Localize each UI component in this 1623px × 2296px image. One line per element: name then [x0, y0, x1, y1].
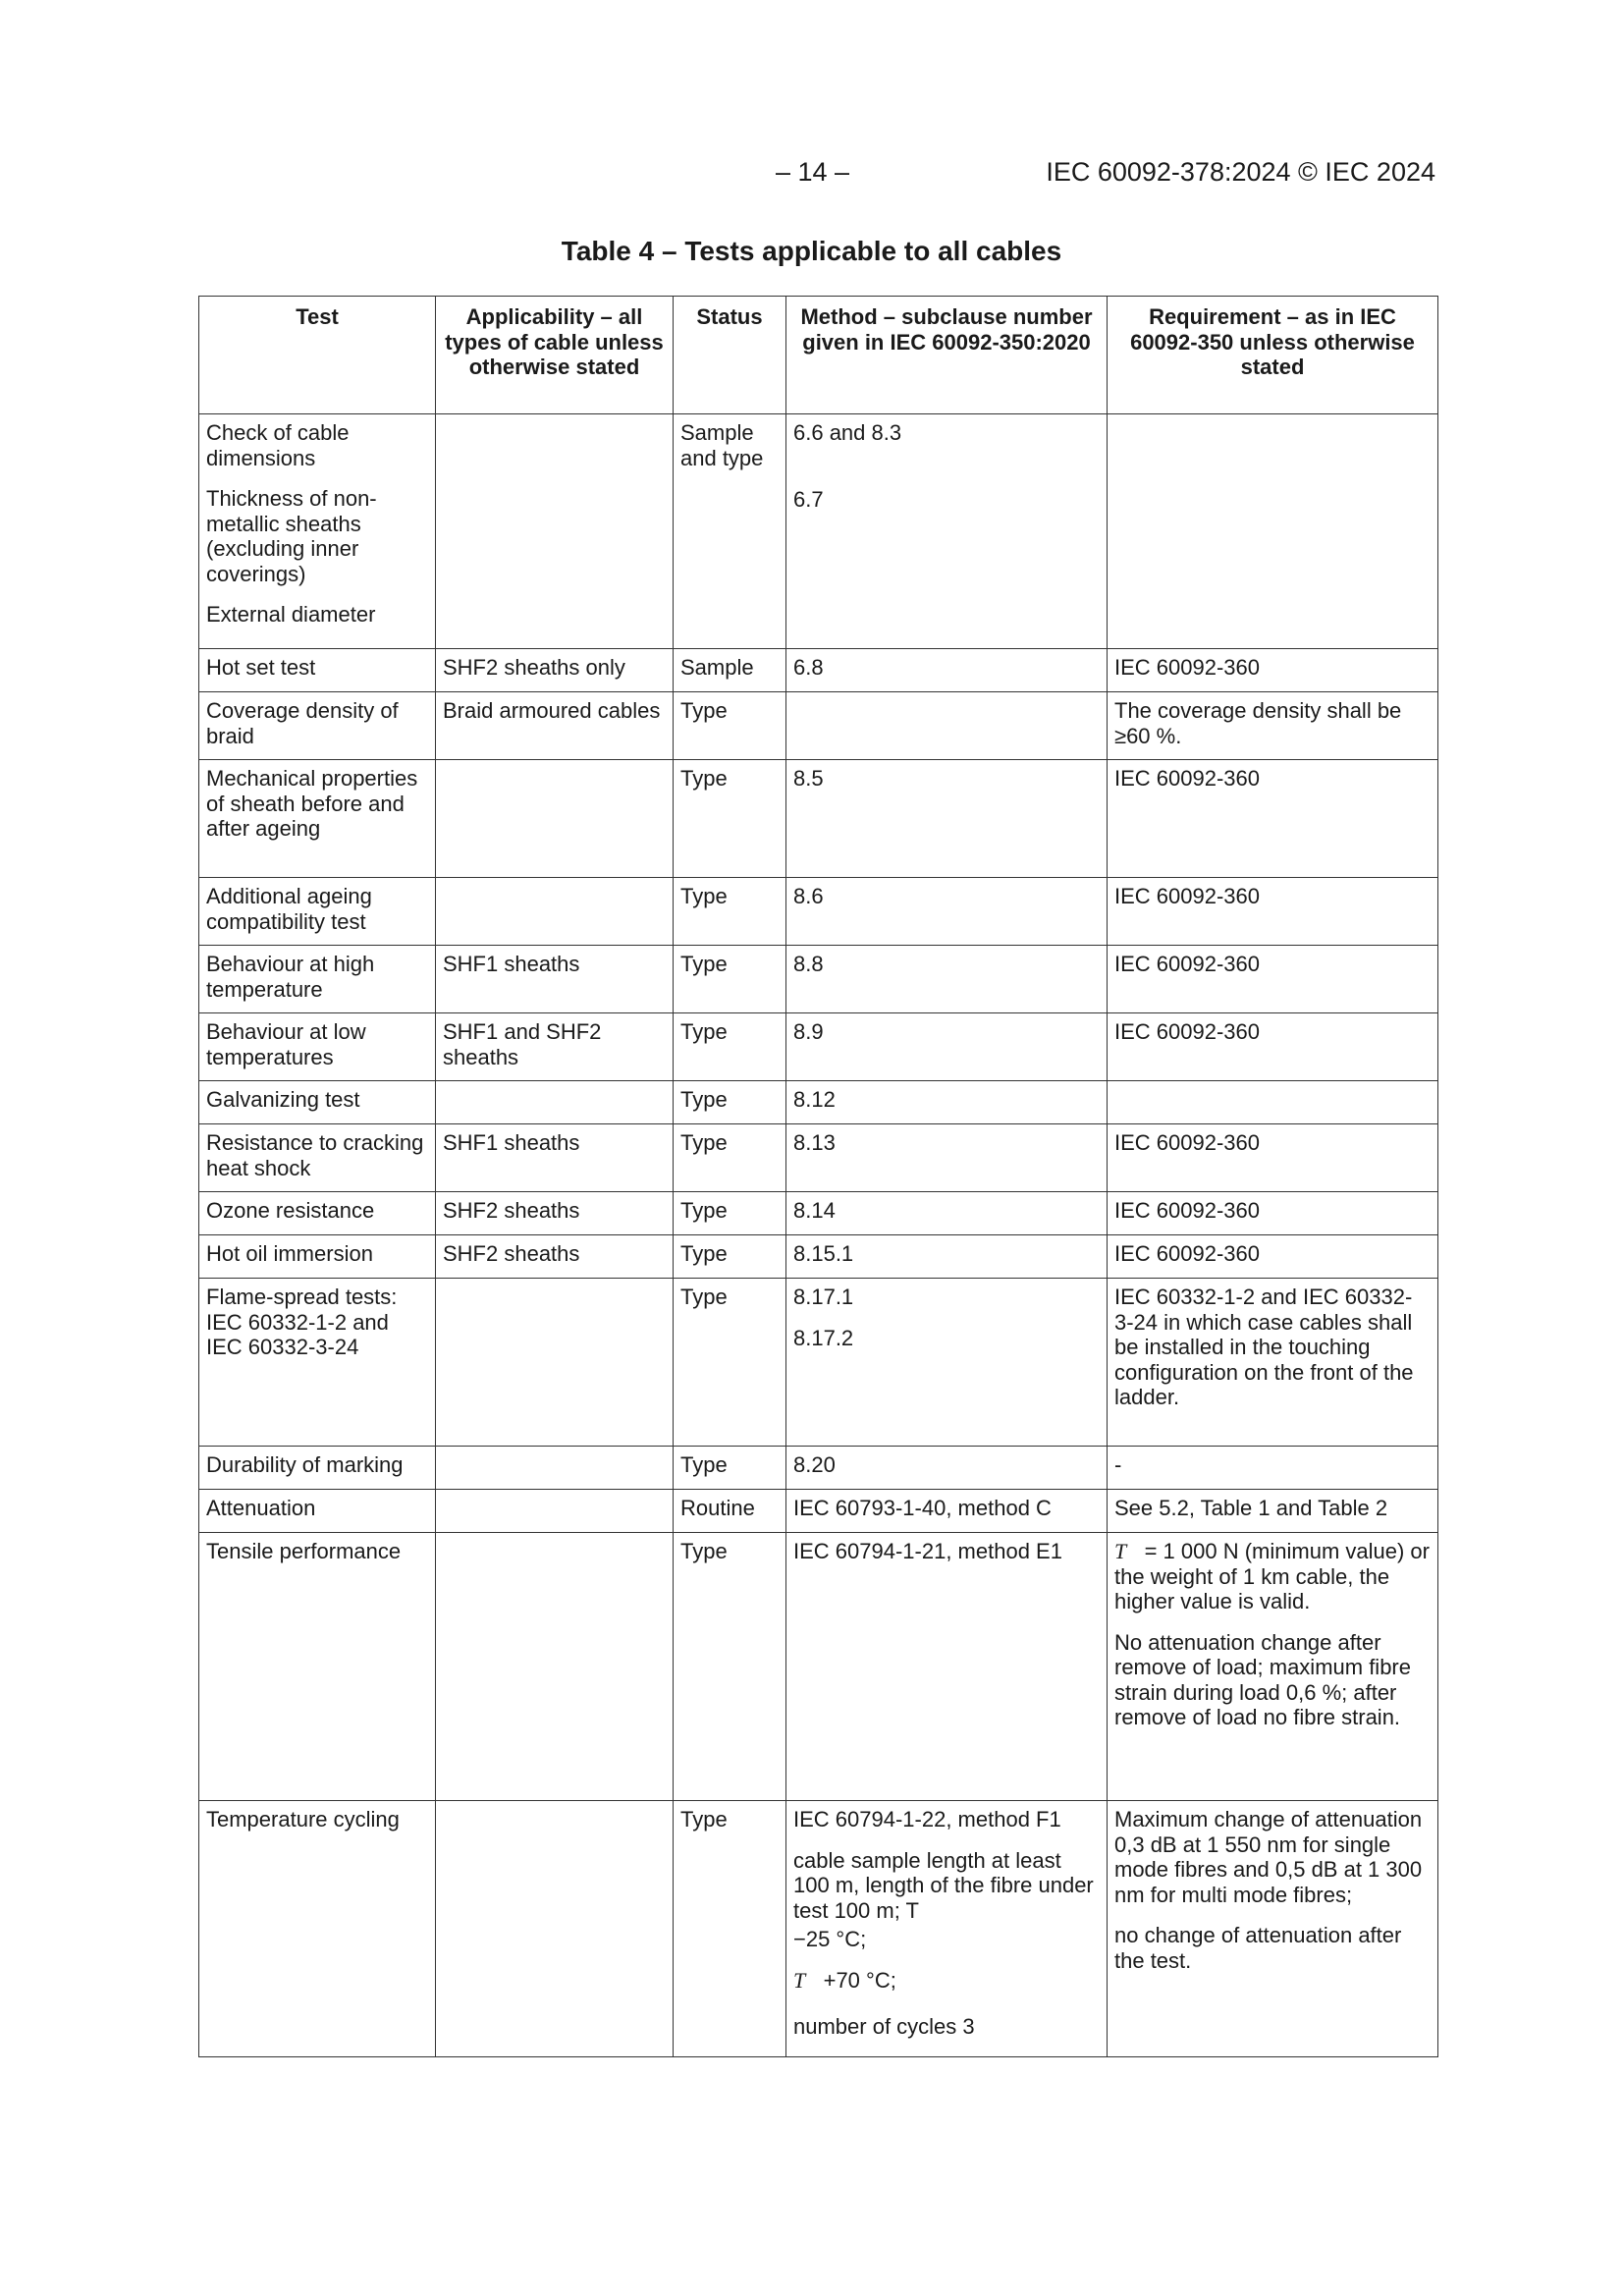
table-row: [199, 1124, 1438, 1192]
requirement-cell: IEC 60092-360: [1108, 946, 1438, 1013]
status-cell: Type: [674, 692, 786, 760]
method-cell: 6.8: [786, 649, 1108, 692]
applicability-cell: SHF2 sheaths: [436, 1192, 674, 1235]
requirement-paragraph: No attenuation change after remove of load; maximum fibre strain during load 0,6 %; after remove of load no fibre strain.: [1114, 1629, 1411, 1729]
status-cell: Type: [674, 1081, 786, 1124]
table-row: [199, 1081, 1438, 1124]
method-cell: 8.9: [786, 1013, 1108, 1081]
test-name: Check of cable dimensions: [206, 420, 350, 470]
applicability-cell: [436, 1279, 674, 1447]
applicability-cell: [436, 1533, 674, 1801]
test-cell: Coverage density of braid: [199, 692, 436, 760]
requirement-cell: IEC 60092-360: [1108, 649, 1438, 692]
test-name: Thickness of non-metallic sheaths (excluding inner coverings): [206, 486, 377, 586]
test-cell: Flame-spread tests: IEC 60332-1-2 and IEC 60332-3-24: [199, 1279, 436, 1447]
table-row: [199, 692, 1438, 760]
table-row: [199, 1533, 1438, 1801]
table-row: [199, 1279, 1438, 1447]
column-header-status: Status: [674, 297, 786, 414]
method-value: −25 °C;: [793, 1927, 867, 1951]
method-cell: 8.20: [786, 1447, 1108, 1490]
requirement-cell: IEC 60092-360: [1108, 1124, 1438, 1192]
requirement-cell: [1108, 414, 1438, 649]
test-cell: Hot set test: [199, 649, 436, 692]
table-row: [199, 1447, 1438, 1490]
applicability-cell: Braid armoured cables: [436, 692, 674, 760]
applicability-cell: [436, 1801, 674, 2057]
standard-reference: IEC 60092-378:2024 © IEC 2024: [1046, 157, 1435, 187]
status-cell: Type: [674, 1192, 786, 1235]
method-value: number of cycles 3: [793, 2014, 975, 2039]
method-cell: [786, 692, 1108, 760]
requirement-text: = 1 000 N (minimum value) or the weight of 1 km cable, the higher value is valid.: [1114, 1539, 1430, 1613]
table-row: [199, 760, 1438, 878]
requirement-cell: See 5.2, Table 1 and Table 2: [1108, 1490, 1438, 1533]
method-cell: [786, 1801, 1108, 2057]
requirement-paragraph: [1114, 1539, 1431, 1614]
applicability-cell: SHF1 sheaths: [436, 946, 674, 1013]
method-cell: IEC 60794-1-21, method E1: [786, 1533, 1108, 1801]
method-value: [793, 1968, 1100, 1994]
test-name: External diameter: [206, 602, 376, 627]
status-cell: Type: [674, 1013, 786, 1081]
requirement-cell: [1108, 1801, 1438, 2057]
requirement-cell: -: [1108, 1447, 1438, 1490]
status-cell: Type: [674, 1447, 786, 1490]
method-value: cable sample length at least 100 m, length of the fibre under test 100 m; T: [793, 1847, 1094, 1923]
method-value: IEC 60794-1-22, method F1: [793, 1807, 1061, 1831]
test-cell: Behaviour at high temperature: [199, 946, 436, 1013]
applicability-cell: [436, 1447, 674, 1490]
page-header: [196, 157, 1435, 196]
table-title: Table 4 – Tests applicable to all cables: [561, 236, 1062, 266]
applicability-cell: SHF1 and SHF2 sheaths: [436, 1013, 674, 1081]
table-row: [199, 878, 1438, 946]
method-cell: 8.12: [786, 1081, 1108, 1124]
requirement-cell: The coverage density shall be ≥60 %.: [1108, 692, 1438, 760]
method-cell: [786, 414, 1108, 649]
table-row: [199, 1013, 1438, 1081]
test-cell: Hot oil immersion: [199, 1235, 436, 1279]
test-cell: Tensile performance: [199, 1533, 436, 1801]
test-cell: Durability of marking: [199, 1447, 436, 1490]
status-cell: Type: [674, 946, 786, 1013]
column-header-applicability: Applicability – all types of cable unless otherwise stated: [436, 297, 674, 414]
table-row: [199, 1490, 1438, 1533]
method-value: 8.17.1: [793, 1285, 854, 1309]
requirement-cell: [1108, 1081, 1438, 1124]
status-cell: Sample: [674, 649, 786, 692]
applicability-cell: SHF2 sheaths: [436, 1235, 674, 1279]
applicability-cell: [436, 1490, 674, 1533]
requirement-cell: [1108, 1533, 1438, 1801]
test-cell: Attenuation: [199, 1490, 436, 1533]
applicability-cell: [436, 760, 674, 878]
test-cell: Galvanizing test: [199, 1081, 436, 1124]
requirement-cell: IEC 60092-360: [1108, 1013, 1438, 1081]
table-header-row: [199, 297, 1438, 414]
table-row: [199, 649, 1438, 692]
test-cell: Additional ageing compatibility test: [199, 878, 436, 946]
test-cell: Ozone resistance: [199, 1192, 436, 1235]
applicability-cell: [436, 1081, 674, 1124]
status-cell: Type: [674, 760, 786, 878]
tests-table: [198, 296, 1438, 2057]
method-value: 8.17.2: [793, 1325, 854, 1350]
temperature-value: +70 °C;: [823, 1967, 896, 1993]
test-cell: [199, 414, 436, 649]
requirement-paragraph: no change of attenuation after the test.: [1114, 1923, 1402, 1973]
status-cell: Type: [674, 1801, 786, 2057]
method-cell: 8.14: [786, 1192, 1108, 1235]
temperature-symbol: T: [793, 1967, 806, 1993]
status-cell: Sample and type: [674, 414, 786, 649]
test-cell: Resistance to cracking heat shock: [199, 1124, 436, 1192]
test-cell: Mechanical properties of sheath before and after ageing: [199, 760, 436, 878]
table-row: [199, 1235, 1438, 1279]
applicability-cell: [436, 414, 674, 649]
table-row: [199, 414, 1438, 649]
status-cell: Type: [674, 1279, 786, 1447]
status-cell: Type: [674, 1235, 786, 1279]
status-cell: Routine: [674, 1490, 786, 1533]
status-cell: Type: [674, 1533, 786, 1801]
test-cell: Temperature cycling: [199, 1801, 436, 2057]
column-header-test: Test: [199, 297, 436, 414]
method-value: 6.6 and 8.3: [793, 420, 902, 445]
method-cell: [786, 1279, 1108, 1447]
status-cell: Type: [674, 1124, 786, 1192]
requirement-cell: IEC 60092-360: [1108, 878, 1438, 946]
applicability-cell: SHF2 sheaths only: [436, 649, 674, 692]
method-cell: 8.8: [786, 946, 1108, 1013]
table-row: [199, 946, 1438, 1013]
column-header-requirement: Requirement – as in IEC 60092-350 unless otherwise stated: [1108, 297, 1438, 414]
requirement-cell: IEC 60092-360: [1108, 760, 1438, 878]
test-cell: Behaviour at low temperatures: [199, 1013, 436, 1081]
method-cell: 8.6: [786, 878, 1108, 946]
requirement-cell: IEC 60092-360: [1108, 1192, 1438, 1235]
method-cell: 8.15.1: [786, 1235, 1108, 1279]
method-cell: 8.13: [786, 1124, 1108, 1192]
method-cell: IEC 60793-1-40, method C: [786, 1490, 1108, 1533]
method-cell: 8.5: [786, 760, 1108, 878]
page-number: – 14 –: [776, 157, 850, 187]
requirement-cell: IEC 60332-1-2 and IEC 60332-3-24 in which case cables shall be installed in the touching configuration on the front of the ladder.: [1108, 1279, 1438, 1447]
applicability-cell: [436, 878, 674, 946]
table-row: [199, 1192, 1438, 1235]
column-header-method: Method – subclause number given in IEC 60092-350:2020: [786, 297, 1108, 414]
requirement-paragraph: Maximum change of attenuation 0,3 dB at 1 550 nm for single mode fibres and 0,5 dB at 1 300 nm for multi mode fibres;: [1114, 1807, 1423, 1907]
table-row: [199, 1801, 1438, 2057]
method-value: 6.7: [793, 486, 824, 512]
applicability-cell: SHF1 sheaths: [436, 1124, 674, 1192]
status-cell: Type: [674, 878, 786, 946]
tension-symbol: T: [1114, 1539, 1127, 1563]
requirement-cell: IEC 60092-360: [1108, 1235, 1438, 1279]
